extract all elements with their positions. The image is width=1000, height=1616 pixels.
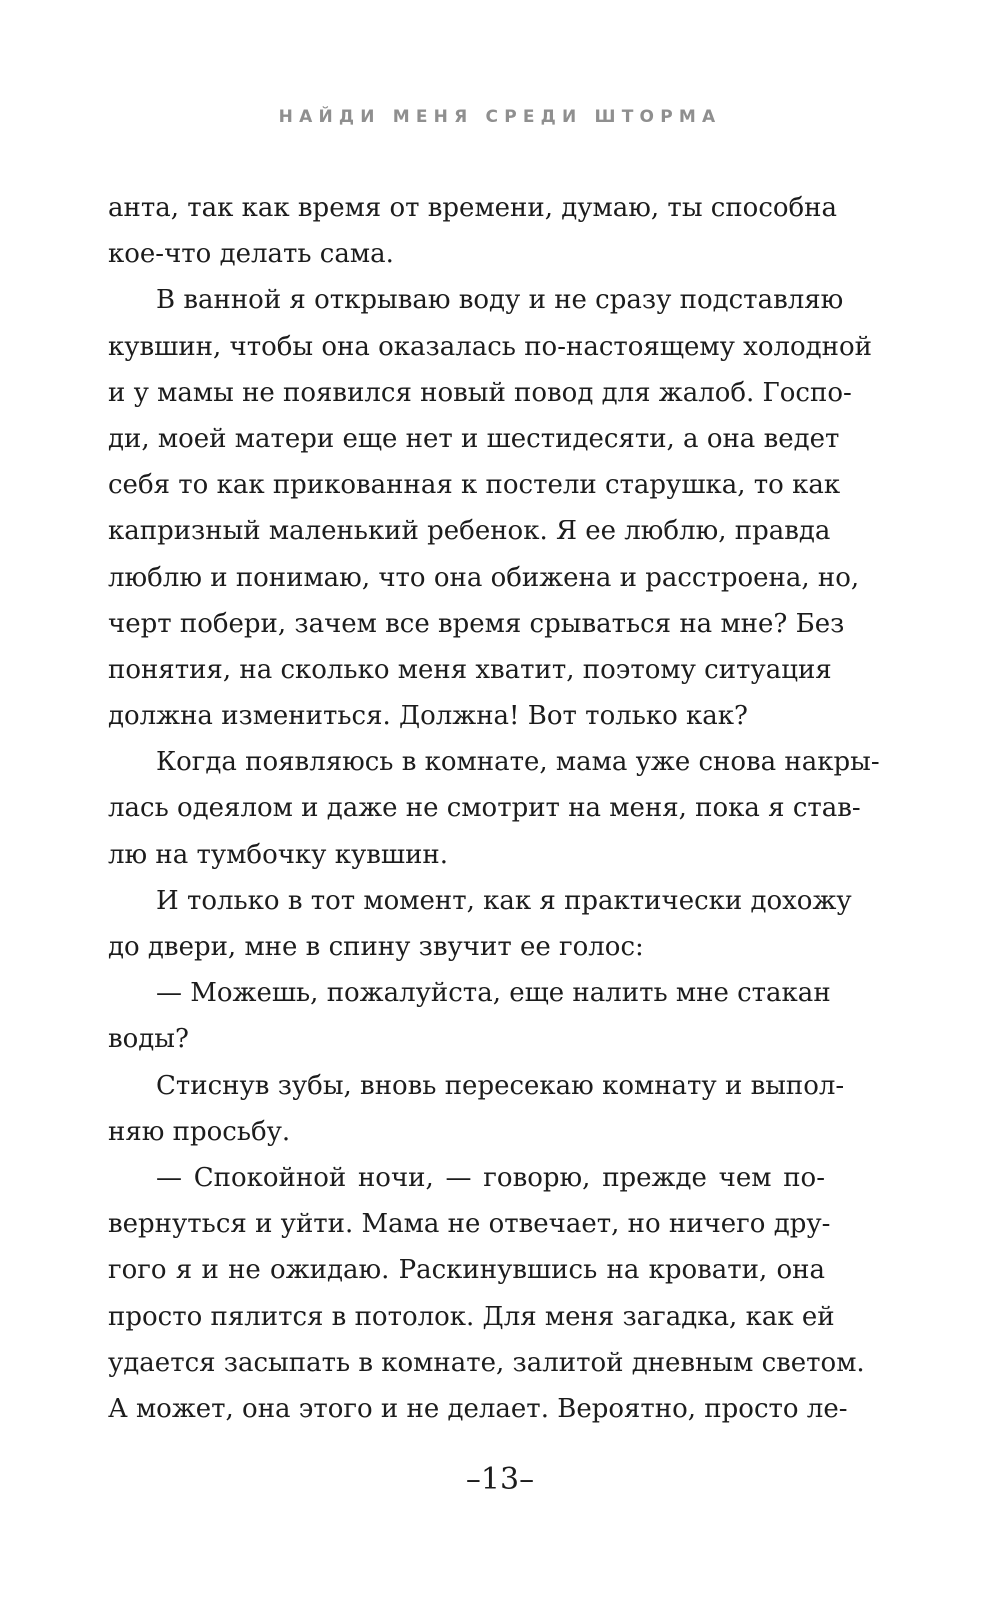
- text-line: анта, так как время от времени, думаю, ты способна: [108, 193, 838, 223]
- text-line: до двери, мне в спину звучит ее голос:: [108, 932, 644, 962]
- text-line: няю просьбу.: [108, 1116, 291, 1147]
- text-line: Стиснув зубы, вновь пересекаю комнату и выпол-: [156, 1070, 845, 1101]
- text-line: себя то как прикованная к постели старушка, то как: [108, 470, 841, 501]
- body-text: [108, 185, 880, 1432]
- text-line: просто пялится в потолок. Для меня загадка, как ей: [108, 1301, 835, 1332]
- text-line: лась одеялом и даже не смотрит на меня, пока я став-: [108, 793, 861, 824]
- text-line: ди, моей матери еще нет и шестидесяти, а она ведет: [108, 423, 840, 454]
- text-line: — Спокойной ночи, — говорю, прежде чем по-: [156, 1162, 825, 1193]
- text-line: гого я и не ожидаю. Раскинувшись на кровати, она: [108, 1255, 825, 1286]
- text-line: — Можешь, пожалуйста, еще налить мне стакан: [156, 978, 831, 1009]
- text-line: капризный маленький ребенок. Я ее люблю, правда: [108, 516, 831, 547]
- page-number: –13–: [465, 1462, 535, 1497]
- text-line: И только в тот момент, как я практически дохожу: [156, 885, 852, 916]
- text-line: кое-что делать сама.: [108, 239, 394, 270]
- text-line: А может, она этого и не делает. Вероятно, просто ле-: [108, 1393, 848, 1424]
- running-head-title: НАЙДИ МЕНЯ СРЕДИ ШТОРМА: [278, 107, 722, 127]
- text-line: понятия, на сколько меня хватит, поэтому ситуация: [108, 654, 832, 685]
- text-line: и у мамы не появился новый повод для жалоб. Госпо-: [108, 377, 852, 408]
- text-line: люблю и понимаю, что она обижена и расстроена, но,: [108, 562, 860, 593]
- text-line: удается засыпать в комнате, залитой дневным светом.: [108, 1347, 865, 1378]
- text-line: должна измениться. Должна! Вот только как?: [108, 701, 748, 732]
- text-line: воды?: [108, 1024, 189, 1055]
- text-line: вернуться и уйти. Мама не отвечает, но ничего дру-: [108, 1209, 831, 1240]
- text-line: Когда появляюсь в комнате, мама уже снова накры-: [156, 747, 880, 778]
- text-line: кувшин, чтобы она оказалась по-настоящему холодной: [108, 331, 872, 362]
- text-line: лю на тумбочку кувшин.: [108, 839, 449, 870]
- text-line: В ванной я открываю воду и не сразу подставляю: [156, 285, 844, 316]
- text-line: черт побери, зачем все время срываться на мне? Без: [108, 608, 845, 639]
